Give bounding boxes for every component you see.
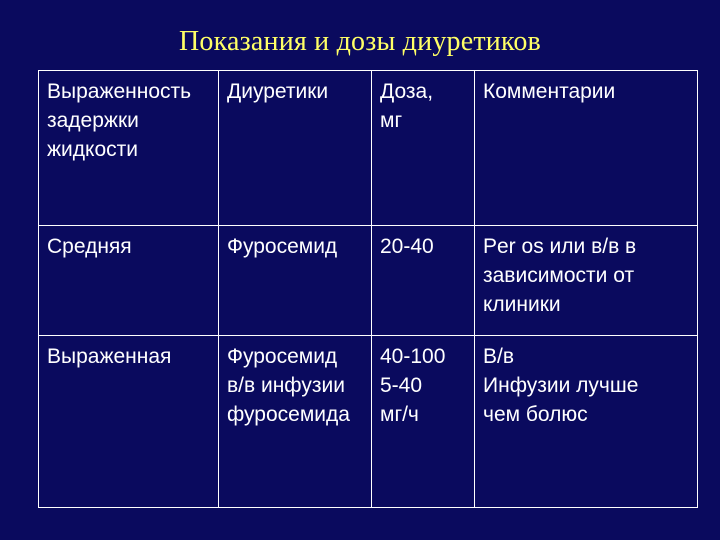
cell-severity: Средняя (39, 226, 219, 336)
slide-title: Показания и дозы диуретиков (179, 26, 541, 57)
diuretics-dose-table (38, 70, 698, 508)
cell-comments: В/в Инфузии лучше чем болюс (475, 336, 698, 508)
table-row (39, 226, 698, 336)
cell-dose: 40-100 5-40 мг/ч (372, 336, 475, 508)
cell-diuretics: Фуросемид (219, 226, 372, 336)
cell-diuretics: Фуросемид в/в инфузии фуросемида (219, 336, 372, 508)
cell-comments: Per os или в/в в зависимости от клиники (475, 226, 698, 336)
header-comments: Комментарии (475, 71, 698, 226)
header-diuretics: Диуретики (219, 71, 372, 226)
table-header-row (39, 71, 698, 226)
table-row (39, 336, 698, 508)
header-dose: Доза, мг (372, 71, 475, 226)
cell-severity: Выраженная (39, 336, 219, 508)
cell-dose: 20-40 (372, 226, 475, 336)
header-severity: Выраженность задержки жидкости (39, 71, 219, 226)
